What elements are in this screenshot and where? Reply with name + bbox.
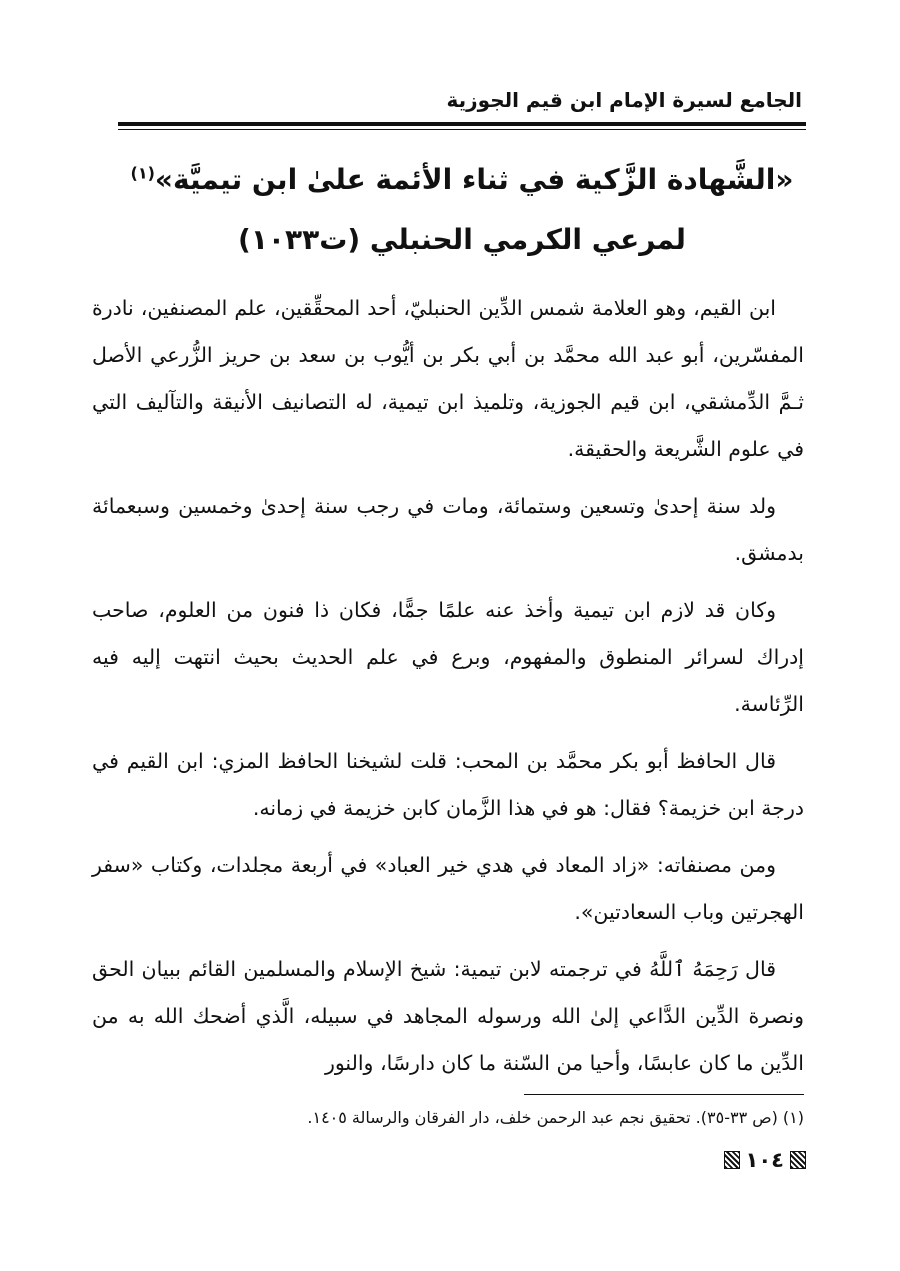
ornament-icon bbox=[790, 1151, 806, 1169]
paragraph: وكان قد لازم ابن تيمية وأخذ عنه علمًا جمًّا، فكان ذا فنون من العلوم، صاحب إدراك لسرائر المنطوق والمفهوم، وبرع في علم الحديث بحيث انتهت إليه فيه الرِّئاسة. bbox=[92, 598, 804, 716]
paragraph: قال الحافظ أبو بكر محمَّد بن المحب: قلت لشيخنا الحافظ المزي: ابن القيم في درجة ابن خزيمة؟ فقال: هو في هذا الزَّمان كابن خزيمة في زمانه. bbox=[92, 749, 804, 820]
chapter-title bbox=[118, 150, 806, 270]
page-number-block bbox=[724, 1147, 806, 1173]
paragraph: ومن مصنفاته: «زاد المعاد في هدي خير العباد» في أربعة مجلدات، وكتاب «سفر الهجرتين وباب السعادتين». bbox=[92, 853, 804, 924]
paragraph: ابن القيم، وهو العلامة شمس الدِّين الحنبليّ، أحد المحقِّقين، علم المصنفين، نادرة المفسّرين، أبو عبد الله محمَّد بن أبي بكر بن أيُّوب بن سعد بن حريز الزُّرعي الأصل ثـمَّ الدِّمشقي، ابن قيم الجوزية، وتلميذ ابن تيمية، له التصانيف الأنيقة والتآليف التي في علوم الشَّريعة والحقيقة. bbox=[92, 296, 804, 461]
title-line-1 bbox=[118, 150, 806, 210]
page-number: ١٠٤ bbox=[745, 1148, 784, 1172]
footnote: (١) (ص ٣٣-٣٥). تحقيق نجم عبد الرحمن خلف، دار الفرقان والرسالة ١٤٠٥. bbox=[307, 1108, 804, 1127]
paragraph: قال رَحِمَهُ ٱللَّهُ في ترجمته لابن تيمية: شيخ الإسلام والمسلمين القائم ببيان الحق ونصرة الدِّين الدَّاعي إلىٰ الله ورسوله المجاهد في سبيله، الَّذي أضحك الله به من الدِّين ما كان عابسًا، وأحيا من السّنة ما كان دارسًا، والنور bbox=[92, 957, 804, 1075]
paragraph: ولد سنة إحدىٰ وتسعين وستمائة، ومات في رجب سنة إحدىٰ وخمسين وسبعمائة بدمشق. bbox=[92, 494, 804, 565]
title-line-2: لمرعي الكرمي الحنبلي (ت١٠٣٣) bbox=[238, 223, 686, 256]
header-rule bbox=[118, 122, 806, 126]
title-footnote-marker: (١) bbox=[130, 163, 155, 183]
running-header: الجامع لسيرة الإمام ابن قيم الجوزية bbox=[446, 88, 802, 112]
header-rule-thin bbox=[118, 129, 806, 130]
title-text: «الشَّهادة الزَّكية في ثناء الأئمة علىٰ ابن تيميَّة» bbox=[154, 163, 794, 196]
body-text bbox=[92, 285, 804, 1097]
footnote-separator bbox=[524, 1094, 804, 1095]
ornament-icon bbox=[724, 1151, 740, 1169]
